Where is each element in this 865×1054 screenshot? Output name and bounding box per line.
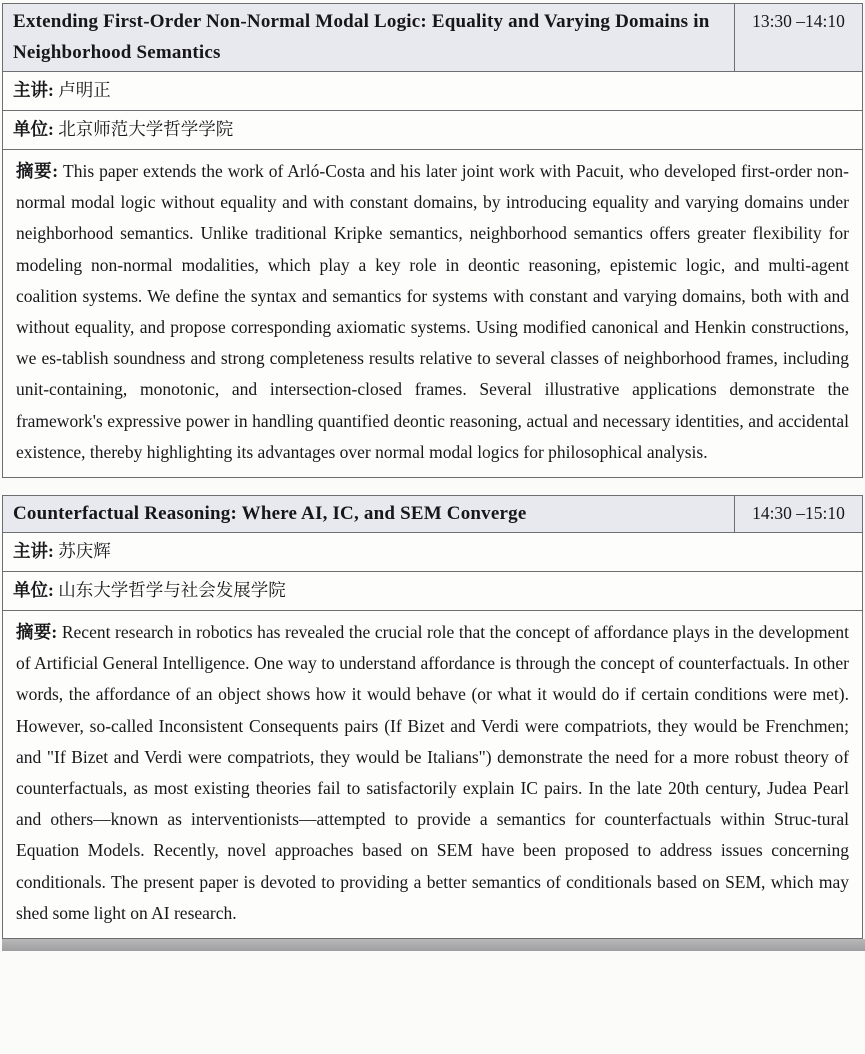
speaker-name: 卢明正 <box>58 80 111 100</box>
affiliation-label: 单位: <box>13 580 54 601</box>
affiliation-name: 北京师范大学哲学学院 <box>58 119 234 139</box>
abstract-label: 摘要: <box>16 622 58 643</box>
speaker-label: 主讲: <box>13 80 54 100</box>
session-card-1 <box>2 3 863 478</box>
session-2-abstract-row <box>3 610 862 938</box>
affiliation-label: 单位: <box>13 119 54 139</box>
affiliation-name: 山东大学哲学与社会发展学院 <box>58 580 286 601</box>
session-2-title-row <box>3 496 862 532</box>
session-2-affiliation-row <box>3 571 862 610</box>
abstract-label: 摘要: <box>16 161 59 181</box>
session-1-abstract-row <box>3 149 862 477</box>
session-2-time: 14:30 –15:10 <box>734 496 862 532</box>
speaker-label: 主讲: <box>13 541 54 562</box>
session-card-2 <box>2 495 863 939</box>
session-1-title-row <box>3 4 862 71</box>
session-2-speaker-row <box>3 532 862 571</box>
speaker-name: 苏庆辉 <box>58 541 111 562</box>
abstract-text: Recent research in robotics has revealed the crucial role that the concept of affordance plays in the development of Artificial General Intelligence. One way to understand affordance is through the concept of counterfactuals. In other words, the affordance of an object shows how it would behave (or what it would do if certain conditions were met). However, so-called Inconsistent Consequents pairs (If Bizet and Verdi were compatriots, they would be Frenchmen; and "If Bizet and Verdi were compatriots, they would be Italians") demonstrate the need for a more robust theory of counterfactuals, as most existing theories fail to satisfactorily explain IC pairs. In the late 20th century, Judea Pearl and others—known as interventionists—attempted to provide a semantics for counterfactuals within Struc-tural Equation Models. Recently, novel approaches based on SEM have been proposed to address issues concerning conditionals. The present paper is devoted to providing a better semantics of conditionals based on SEM, which may shed some light on AI research. <box>16 622 849 923</box>
session-1-affiliation-row <box>3 110 862 149</box>
session-1-title: Extending First-Order Non-Normal Modal Logic: Equality and Varying Domains in Neighborhood Semantics <box>13 11 710 63</box>
session-1-time: 13:30 –14:10 <box>734 4 862 71</box>
session-1-speaker-row <box>3 71 862 110</box>
abstract-text: This paper extends the work of Arló-Costa and his later joint work with Pacuit, who developed first-order non-normal modal logic without equality and with constant domains, by introducing equality and varying domains under neighborhood semantics. Unlike traditional Kripke semantics, neighborhood semantics offers greater flexibility for modeling non-normal modalities, which play a key role in deontic reasoning, epistemic logic, and multi-agent coalition systems. We define the syntax and semantics for systems with constant and varying domains, both with and without equality, and propose corresponding axiomatic systems. Using modified canonical and Henkin constructions, we es-tablish soundness and strong completeness results relative to several classes of neighborhood frames, including unit-containing, monotonic, and intersection-closed frames. Several illustrative applications demonstrate the framework's expressive power in handling quantified deontic reasoning, actual and necessary identities, and accidental existence, thereby highlighting its advantages over normal modal logics for philosophical analysis. <box>16 161 849 462</box>
page-bottom-shadow <box>2 939 865 951</box>
session-2-title: Counterfactual Reasoning: Where AI, IC, and SEM Converge <box>13 503 527 525</box>
